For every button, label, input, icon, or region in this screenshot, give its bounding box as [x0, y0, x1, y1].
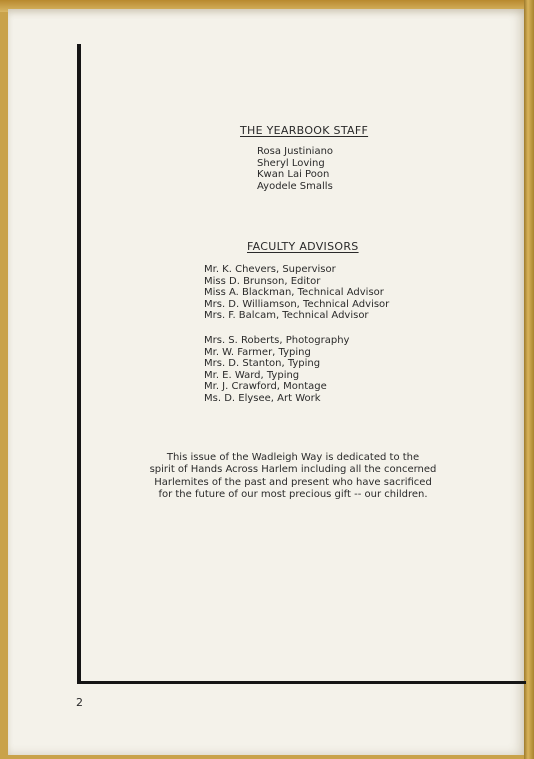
vertical-border-rule [77, 44, 81, 684]
advisor-entry: Ms. D. Elysee, Art Work [204, 392, 321, 404]
staff-member: Ayodele Smalls [257, 180, 333, 192]
yearbook-staff-heading: THE YEARBOOK STAFF [240, 124, 369, 137]
advisor-entry: Mrs. F. Balcam, Technical Advisor [204, 310, 369, 322]
staff-member: Sheryl Loving [257, 157, 325, 169]
advisor-entry: Miss A. Blackman, Technical Advisor [204, 287, 384, 299]
faculty-advisors-list-1 [204, 264, 389, 322]
faculty-advisors-list-2 [204, 335, 349, 405]
advisor-entry: Mr. J. Crawford, Montage [204, 381, 327, 393]
dedication-line: Harlemites of the past and present who have sacrificed [154, 476, 432, 488]
advisor-entry: Mrs. S. Roberts, Photography [204, 335, 350, 346]
advisor-entry: Mr. K. Chevers, Supervisor [204, 264, 336, 275]
horizontal-border-rule [77, 681, 526, 684]
advisor-entry: Mr. E. Ward, Typing [204, 369, 300, 381]
dedication-line: This issue of the Wadleigh Way is dedicated to the [166, 452, 420, 463]
advisor-entry: Mrs. D. Stanton, Typing [204, 358, 321, 370]
book-spine [524, 0, 534, 759]
yearbook-staff-list [257, 146, 333, 192]
staff-member: Kwan Lai Poon [257, 169, 330, 181]
dedication-line: spirit of Hands Across Harlem including all the concerned [149, 464, 437, 476]
advisor-entry: Mr. W. Farmer, Typing [204, 346, 311, 358]
dedication-paragraph [138, 452, 448, 502]
faculty-advisors-heading: FACULTY ADVISORS [247, 240, 359, 253]
dedication-line: for the future of our most precious gift -- our children. [158, 489, 428, 501]
advisor-entry: Mrs. D. Williamson, Technical Advisor [204, 298, 390, 310]
page-number: 2 [76, 696, 83, 709]
advisor-entry: Miss D. Brunson, Editor [204, 275, 321, 287]
staff-member: Rosa Justiniano [257, 146, 334, 157]
